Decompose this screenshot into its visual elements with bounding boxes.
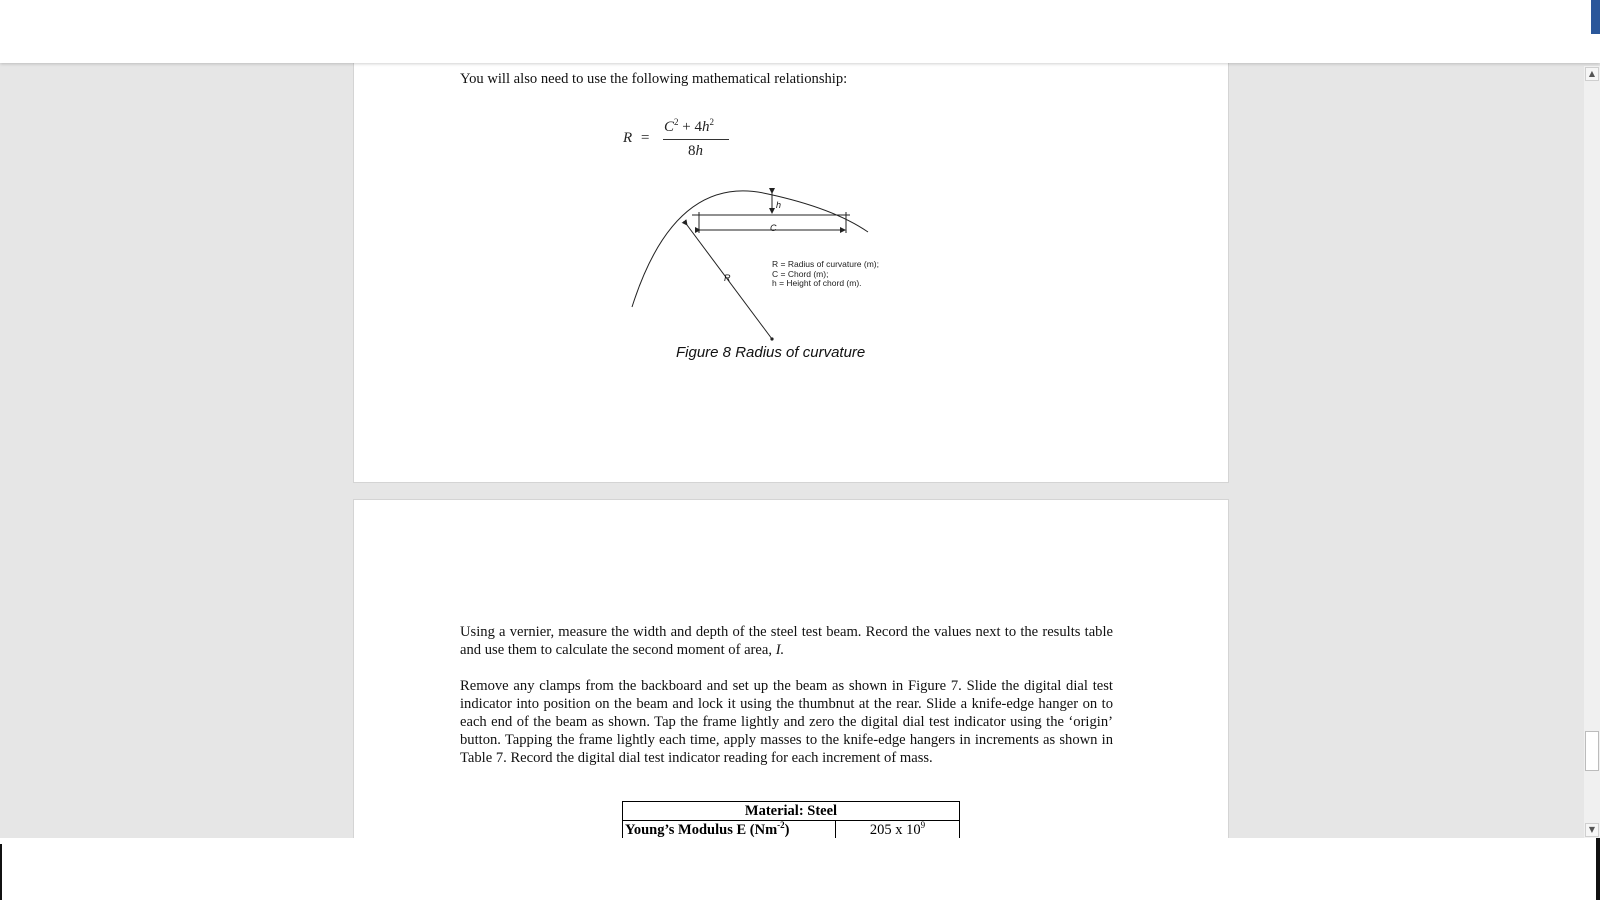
- label-h: h: [776, 200, 782, 210]
- youngs-modulus-value: 205 x $10^9$: [836, 821, 960, 840]
- window-edge-left: [0, 844, 2, 900]
- scrollbar-thumb[interactable]: [1585, 731, 1599, 771]
- intro-text: You will also need to use the following mathematical relationship:: [460, 71, 848, 87]
- equation-numerator: $C^2 + 4h^2$: [664, 117, 714, 135]
- accent-strip: [1591, 0, 1600, 34]
- label-r: R: [724, 273, 731, 283]
- figure-caption: Figure 8 Radius of curvature: [676, 344, 866, 361]
- scroll-down-icon[interactable]: ▼: [1585, 823, 1599, 837]
- inertia-symbol: I.: [775, 642, 785, 658]
- material-header: Material: Steel: [623, 802, 960, 821]
- curvature-arc: [632, 191, 868, 307]
- equation-denominator: 8h: [688, 143, 703, 159]
- youngs-modulus-label: Young’s Modulus E $(Nm^{-2})$: [623, 821, 836, 840]
- para1-line1: Using a vernier, measure the width and depth of the steel test beam. Record the values next to the results table: [460, 624, 1113, 640]
- top-toolbar-area: [0, 0, 1600, 63]
- legend-radius: R = Radius of curvature (m);: [772, 259, 879, 269]
- window-edge-right: [1596, 838, 1600, 900]
- figure-legend: [772, 260, 879, 289]
- label-c: C: [770, 223, 777, 233]
- material-table: [622, 801, 960, 840]
- legend-chord: C = Chord (m);: [772, 268, 829, 279]
- equation-lhs: R: [623, 130, 633, 146]
- fraction-bar: [663, 139, 729, 140]
- para2: Remove any clamps from the backboard and set up the beam as shown in Figure 7. Slide the digital dial test indicator into position on the beam and lock it using the thumbnut at the rear. Slide a knife-edge hanger on to each end of the beam as shown. Tap the frame lightly and zero the digital dial test indicator using the ‘origin’ button. Tapping the frame lightly each time, apply masses to the knife-edge hangers in increments as shown in Table 7. Record the digital dial test indicator reading for each increment of mass.: [460, 678, 1113, 766]
- vertical-scrollbar[interactable]: [1584, 66, 1600, 838]
- status-bar-area: [0, 838, 1600, 900]
- equation-equals: =: [640, 130, 651, 146]
- legend-height: h = Height of chord (m).: [772, 278, 862, 288]
- centre-point: [770, 337, 773, 340]
- para1-line2: and use them to calculate the second moment of area, I.: [460, 642, 785, 658]
- table-row: [623, 821, 960, 840]
- scroll-up-icon[interactable]: ▲: [1585, 67, 1599, 81]
